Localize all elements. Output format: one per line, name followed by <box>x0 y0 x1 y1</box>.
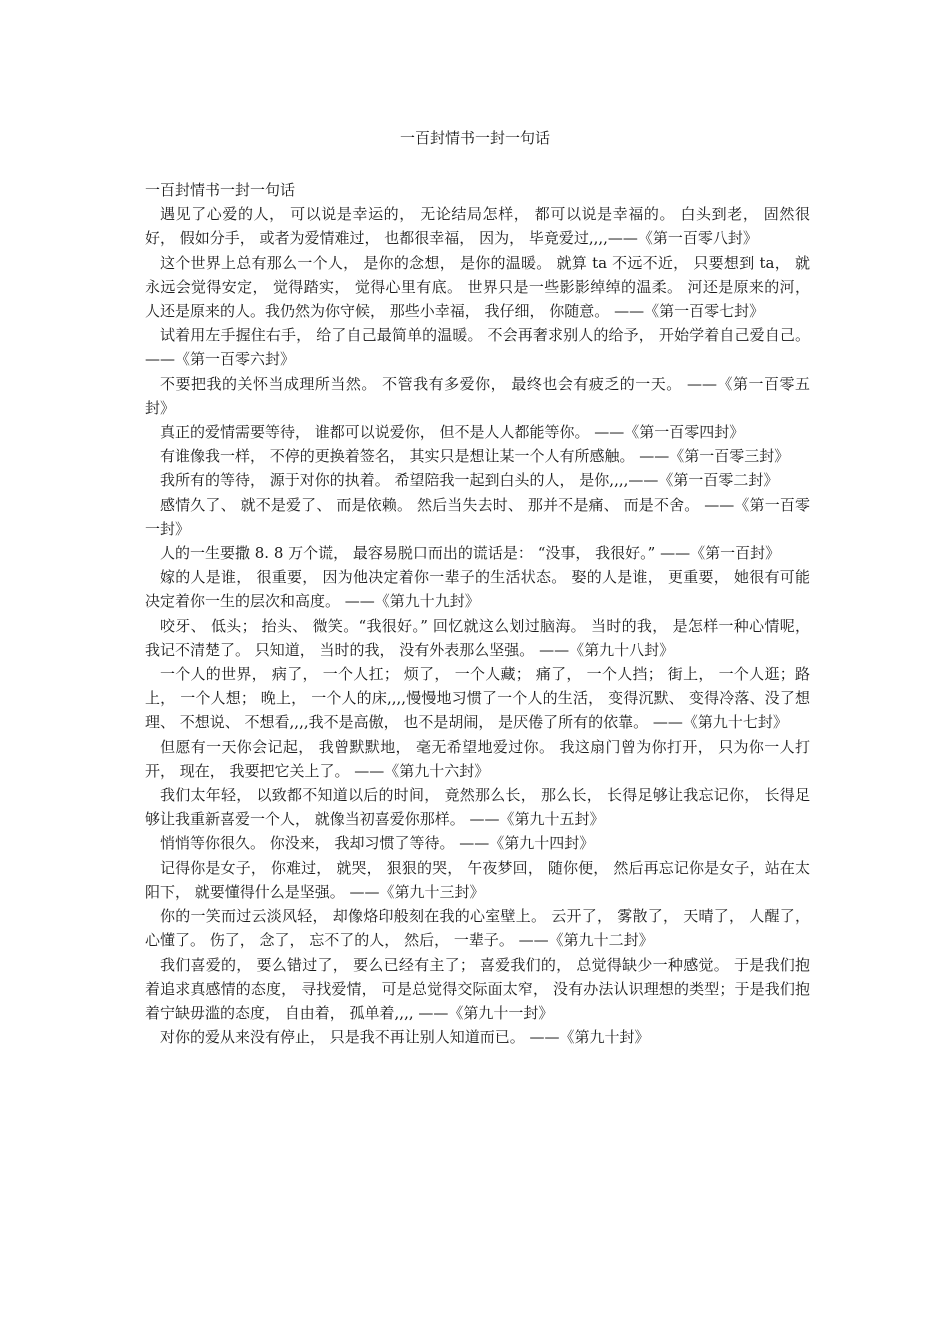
letter-paragraph: 一个人的世界， 病了， 一个人扛； 烦了， 一个人藏； 痛了， 一个人挡； 街上， 一个人逛；路上， 一个人想； 晚上， 一个人的床,,,,慢慢地习惯了一个人的生活， 变得沉默、 变得冷落、没了想理、 不想说、 不想看,,,,我不是高傲， 也不是胡闹， 是厌倦了所有的依靠。 ——《第九十七封》 <box>145 665 810 732</box>
letter-paragraph: 记得你是女子， 你难过， 就哭， 狠狠的哭， 午夜梦回， 随你便， 然后再忘记你是女子，站在太阳下， 就要懂得什么是坚强。 ——《第九十三封》 <box>145 858 810 901</box>
letter-paragraph: 咬牙、 低头； 抬头、 微笑。“我很好。” 回忆就这么划过脑海。 当时的我， 是怎样一种心情呢， 我记不清楚了。 只知道， 当时的我， 没有外表那么坚强。 ——《第九十八封》 <box>145 616 810 659</box>
letter-paragraph: 遇见了心爱的人， 可以说是幸运的， 无论结局怎样， 都可以说是幸福的。 白头到老， 固然很好， 假如分手， 或者为爱情难过， 也都很幸福， 因为， 毕竟爱过,,,,——《第一百零八封》 <box>145 205 810 248</box>
letter-paragraph: 我们喜爱的， 要么错过了， 要么已经有主了； 喜爱我们的， 总觉得缺少一种感觉。 于是我们抱着追求真感情的态度， 寻找爱情， 可是总觉得交际面太窄， 没有办法认识理想的类型；于是我们抱着宁缺毋滥的态度， 自由着， 孤单着,,,, ——《第九十一封》 <box>145 955 810 1022</box>
document-subtitle: 一百封情书一封一句话 <box>145 181 296 199</box>
letter-paragraph: 真正的爱情需要等待， 谁都可以说爱你， 但不是人人都能等你。 ——《第一百零四封》 <box>160 423 745 442</box>
letter-paragraph: 这个世界上总有那么一个人， 是你的念想， 是你的温暖。 就算 ta 不远不近， 只要想到 ta， 就永远会觉得安定， 觉得踏实， 觉得心里有底。 世界只是一些影影绰绰的温柔。 河还是原来的河， 人还是原来的人。我仍然为你守候， 那些小幸福， 我仔细， 你随意。 ——《第一百零七封》 <box>145 253 810 321</box>
letter-paragraph: 但愿有一天你会记起， 我曾默默地， 毫无希望地爱过你。 我这扇门曾为你打开， 只为你一人打开， 现在， 我要把它关上了。 ——《第九十六封》 <box>145 737 810 780</box>
letter-paragraph: 人的一生要撒 8. 8 万个谎， 最容易脱口而出的谎话是： “没事， 我很好。” ——《第一百封》 <box>160 544 781 563</box>
letter-paragraph: 嫁的人是谁， 很重要， 因为他决定着你一辈子的生活状态。 娶的人是谁， 更重要， 她很有可能决定着你一生的层次和高度。 ——《第九十九封》 <box>145 568 810 611</box>
letter-paragraph: 感情久了、 就不是爱了、 而是依赖。 然后当失去时、 那并不是痛、 而是不舍。 ——《第一百零一封》 <box>145 495 810 538</box>
letter-paragraph: 你的一笑而过云淡风轻， 却像烙印般刻在我的心室壁上。 云开了， 雾散了， 天晴了， 人醒了， 心懂了。 伤了， 念了， 忘不了的人， 然后， 一辈子。 ——《第九十二封》 <box>145 907 810 950</box>
document-title: 一百封情书一封一句话 <box>399 129 550 147</box>
letter-paragraph: 试着用左手握住右手， 给了自己最简单的温暖。 不会再奢求别人的给予， 开始学着自己爱自己。 ——《第一百零六封》 <box>145 326 810 369</box>
document-body <box>145 178 810 1049</box>
letter-paragraph: 有谁像我一样， 不停的更换着签名， 其实只是想让某一个人有所感触。 ——《第一百零三封》 <box>160 447 790 466</box>
letter-paragraph: 我所有的等待， 源于对你的执着。 希望陪我一起到白头的人， 是你,,,,——《第一百零二封》 <box>160 471 779 490</box>
letter-paragraph: 悄悄等你很久。 你没来， 我却习惯了等待。 ——《第九十四封》 <box>160 834 595 853</box>
letter-paragraph: 我们太年轻， 以致都不知道以后的时间， 竟然那么长， 那么长， 长得足够让我忘记你， 长得足够让我重新喜爱一个人， 就像当初喜爱你那样。 ——《第九十五封》 <box>145 786 810 829</box>
letter-paragraph: 不要把我的关怀当成理所当然。 不管我有多爱你， 最终也会有疲乏的一天。 ——《第一百零五封》 <box>145 374 810 417</box>
letter-paragraph: 对你的爱从来没有停止， 只是我不再让别人知道而已。 ——《第九十封》 <box>160 1028 650 1047</box>
